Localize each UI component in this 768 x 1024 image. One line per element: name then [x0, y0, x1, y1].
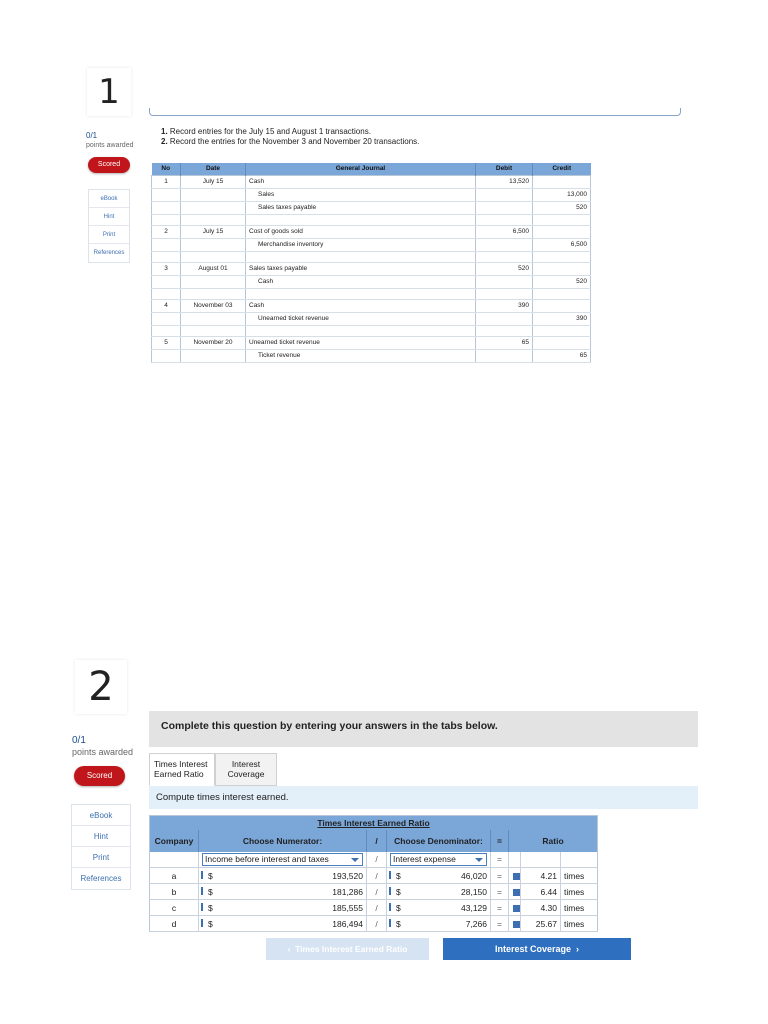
- debit-amount: [476, 251, 533, 262]
- journal-row: [152, 336, 591, 349]
- entry-number: [152, 214, 181, 225]
- ebook-link[interactable]: eBook: [72, 805, 130, 826]
- instruction-text: Record entries for the July 15 and August 1 transactions.: [169, 127, 371, 136]
- tab-instruction: Compute times interest earned.: [149, 786, 698, 809]
- points-awarded-label: points awarded: [86, 142, 134, 149]
- account-name: Unearned ticket revenue: [246, 312, 476, 325]
- account-name: Sales: [246, 188, 476, 201]
- currency-symbol: $: [396, 918, 401, 929]
- account-name: Merchandise inventory: [246, 238, 476, 251]
- debit-amount: [476, 288, 533, 299]
- currency-symbol: $: [208, 918, 213, 929]
- debit-amount: [476, 275, 533, 288]
- col-header-denominator: Choose Denominator:: [387, 830, 491, 852]
- flag-icon[interactable]: [513, 873, 520, 880]
- tab-bar: [149, 753, 277, 786]
- denominator-input[interactable]: [387, 900, 491, 916]
- question-number: 2: [75, 660, 127, 714]
- divide-sign: /: [367, 900, 387, 916]
- credit-amount: [533, 251, 591, 262]
- entry-number: [152, 349, 181, 362]
- denominator-select[interactable]: [390, 853, 487, 866]
- input-marker: [389, 871, 391, 879]
- debit-amount: [476, 325, 533, 336]
- input-marker: [201, 887, 203, 895]
- chevron-right-icon: ›: [576, 944, 580, 954]
- entry-number: 3: [152, 262, 181, 275]
- credit-amount: [533, 214, 591, 225]
- instruction-number: 2.: [161, 137, 168, 146]
- equals-sign: =: [491, 916, 509, 932]
- resource-menu: [88, 189, 130, 263]
- entry-date: [181, 214, 246, 225]
- entry-date: [181, 325, 246, 336]
- times-interest-earned-table: [149, 815, 598, 932]
- account-name: Cash: [246, 175, 476, 188]
- account-name: Cash: [246, 275, 476, 288]
- company-label: d: [150, 916, 199, 932]
- entry-date: August 01: [181, 262, 246, 275]
- instruction-banner: Complete this question by entering your answers in the tabs below.: [149, 711, 698, 747]
- col-header-date: Date: [181, 163, 246, 175]
- credit-amount: [533, 325, 591, 336]
- debit-amount: 13,520: [476, 175, 533, 188]
- account-name: Unearned ticket revenue: [246, 336, 476, 349]
- entry-date: [181, 288, 246, 299]
- credit-amount: [533, 288, 591, 299]
- entry-date: [181, 201, 246, 214]
- entry-number: 4: [152, 299, 181, 312]
- input-marker: [201, 919, 203, 927]
- instruction-text: Record the entries for the November 3 and November 20 transactions.: [169, 137, 420, 146]
- entry-date: [181, 188, 246, 201]
- denominator-value: 46,020: [461, 870, 487, 881]
- col-header-credit: Credit: [533, 163, 591, 175]
- chevron-left-icon: ‹: [287, 944, 291, 954]
- debit-amount: [476, 312, 533, 325]
- journal-row: [152, 238, 591, 251]
- spacer-row: [152, 214, 591, 225]
- print-link[interactable]: Print: [72, 847, 130, 868]
- credit-amount: [533, 299, 591, 312]
- flag-icon[interactable]: [513, 905, 520, 912]
- journal-row: [152, 299, 591, 312]
- entry-number: [152, 288, 181, 299]
- chevron-down-icon: [351, 858, 359, 862]
- entry-number: [152, 188, 181, 201]
- prev-tab-button-label: Times Interest Earned Ratio: [295, 944, 408, 954]
- scored-badge: Scored: [74, 766, 125, 786]
- credit-amount: 13,000: [533, 188, 591, 201]
- question-frame-top: [149, 108, 681, 116]
- entry-date: [181, 238, 246, 251]
- numerator-value: 193,520: [332, 870, 363, 881]
- ratio-unit: times: [561, 900, 598, 916]
- flag-icon[interactable]: [513, 921, 520, 928]
- account-name: Sales taxes payable: [246, 201, 476, 214]
- input-marker: [389, 887, 391, 895]
- entry-date: [181, 275, 246, 288]
- credit-amount: 520: [533, 275, 591, 288]
- company-label: c: [150, 900, 199, 916]
- col-header-debit: Debit: [476, 163, 533, 175]
- input-marker: [389, 919, 391, 927]
- equals-sign: =: [491, 852, 509, 868]
- table-row: [150, 868, 598, 884]
- equals-sign: =: [491, 900, 509, 916]
- account-name: Cash: [246, 299, 476, 312]
- numerator-value: 181,286: [332, 886, 363, 897]
- journal-row: [152, 225, 591, 238]
- numerator-value: 186,494: [332, 918, 363, 929]
- currency-symbol: $: [396, 902, 401, 913]
- numerator-select-value: Income before interest and taxes: [205, 853, 329, 864]
- credit-amount: 65: [533, 349, 591, 362]
- credit-amount: [533, 225, 591, 238]
- ratio-unit: times: [561, 916, 598, 932]
- hint-link[interactable]: Hint: [89, 208, 129, 226]
- numerator-input[interactable]: [199, 868, 367, 884]
- references-link[interactable]: References: [80, 874, 122, 883]
- entry-date: July 15: [181, 175, 246, 188]
- ratio-value[interactable]: 25.67: [521, 916, 561, 932]
- debit-amount: 390: [476, 299, 533, 312]
- account-name: [246, 214, 476, 225]
- entry-number: [152, 275, 181, 288]
- entry-date: July 15: [181, 225, 246, 238]
- table-title: Times Interest Earned Ratio: [150, 816, 598, 830]
- account-name: [246, 288, 476, 299]
- account-name: Cost of goods sold: [246, 225, 476, 238]
- score-value: 0/1: [86, 131, 98, 140]
- col-header-divide: /: [367, 830, 387, 852]
- ratio-unit: times: [561, 884, 598, 900]
- ebook-link[interactable]: eBook: [89, 190, 129, 208]
- instructions: [161, 127, 419, 147]
- credit-amount: 6,500: [533, 238, 591, 251]
- entry-number: [152, 201, 181, 214]
- chevron-down-icon: [475, 858, 483, 862]
- points-awarded-label: points awarded: [72, 747, 134, 757]
- debit-amount: [476, 201, 533, 214]
- divide-sign: /: [367, 916, 387, 932]
- denominator-value: 43,129: [461, 902, 487, 913]
- debit-amount: 65: [476, 336, 533, 349]
- tab-interest-coverage[interactable]: Interest Coverage: [215, 753, 277, 786]
- ratio-value[interactable]: 4.30: [521, 900, 561, 916]
- journal-row: [152, 275, 591, 288]
- scored-badge: Scored: [88, 157, 130, 173]
- credit-amount: [533, 336, 591, 349]
- denominator-input[interactable]: [387, 884, 491, 900]
- company-label: a: [150, 868, 199, 884]
- prev-tab-button[interactable]: [266, 938, 429, 960]
- col-header-equals: =: [491, 830, 509, 852]
- equals-sign: =: [491, 868, 509, 884]
- ratio-value[interactable]: 6.44: [521, 884, 561, 900]
- table-row: [150, 884, 598, 900]
- entry-number: 2: [152, 225, 181, 238]
- debit-amount: [476, 349, 533, 362]
- journal-row: [152, 188, 591, 201]
- print-link[interactable]: Print: [89, 226, 129, 244]
- entry-number: 5: [152, 336, 181, 349]
- table-row: [150, 916, 598, 932]
- journal-row: [152, 349, 591, 362]
- account-name: Sales taxes payable: [246, 262, 476, 275]
- equals-sign: =: [491, 884, 509, 900]
- instruction-number: 1.: [161, 127, 168, 136]
- entry-date: [181, 251, 246, 262]
- divide-sign: /: [367, 868, 387, 884]
- denominator-select-value: Interest expense: [393, 853, 456, 864]
- entry-number: 1: [152, 175, 181, 188]
- col-header-general-journal: General Journal: [246, 163, 476, 175]
- credit-amount: [533, 262, 591, 275]
- account-name: Ticket revenue: [246, 349, 476, 362]
- flag-icon[interactable]: [513, 889, 520, 896]
- next-tab-button-label: Interest Coverage: [494, 944, 571, 954]
- entry-date: November 20: [181, 336, 246, 349]
- numerator-input[interactable]: [199, 900, 367, 916]
- numerator-value: 185,555: [332, 902, 363, 913]
- currency-symbol: $: [396, 870, 401, 881]
- divide-sign: /: [367, 852, 387, 868]
- resource-menu: [71, 804, 131, 890]
- debit-amount: [476, 238, 533, 251]
- spacer-row: [152, 325, 591, 336]
- currency-symbol: $: [396, 886, 401, 897]
- table-row: [150, 900, 598, 916]
- currency-symbol: $: [208, 902, 213, 913]
- currency-symbol: $: [208, 886, 213, 897]
- general-journal-table: [151, 163, 591, 363]
- divide-sign: /: [367, 884, 387, 900]
- score-value: 0/1: [72, 735, 86, 746]
- debit-amount: [476, 214, 533, 225]
- numerator-input[interactable]: [199, 916, 367, 932]
- entry-date: November 03: [181, 299, 246, 312]
- numerator-input[interactable]: [199, 884, 367, 900]
- entry-number: [152, 312, 181, 325]
- journal-row: [152, 312, 591, 325]
- input-marker: [389, 903, 391, 911]
- spacer-row: [152, 251, 591, 262]
- account-name: [246, 251, 476, 262]
- debit-amount: [476, 188, 533, 201]
- denominator-value: 28,150: [461, 886, 487, 897]
- question-number: 1: [87, 68, 131, 116]
- col-header-no: No: [152, 163, 181, 175]
- entry-number: [152, 238, 181, 251]
- entry-number: [152, 251, 181, 262]
- ratio-unit: times: [561, 868, 598, 884]
- entry-date: [181, 349, 246, 362]
- denominator-input[interactable]: [387, 868, 491, 884]
- credit-amount: [533, 175, 591, 188]
- journal-row: [152, 262, 591, 275]
- journal-row: [152, 201, 591, 214]
- company-label: b: [150, 884, 199, 900]
- ratio-value[interactable]: 4.21: [521, 868, 561, 884]
- tab-times-interest-earned-ratio[interactable]: Times Interest Earned Ratio: [149, 753, 215, 786]
- spacer-row: [152, 288, 591, 299]
- input-marker: [201, 871, 203, 879]
- debit-amount: 6,500: [476, 225, 533, 238]
- journal-row: [152, 175, 591, 188]
- currency-symbol: $: [208, 870, 213, 881]
- denominator-input[interactable]: [387, 916, 491, 932]
- denominator-value: 7,266: [465, 918, 487, 929]
- hint-link[interactable]: Hint: [72, 826, 130, 847]
- account-name: [246, 325, 476, 336]
- credit-amount: 390: [533, 312, 591, 325]
- col-header-ratio: Ratio: [509, 830, 598, 852]
- col-header-company: Company: [150, 830, 199, 852]
- credit-amount: 520: [533, 201, 591, 214]
- entry-date: [181, 312, 246, 325]
- next-tab-button[interactable]: [443, 938, 631, 960]
- entry-number: [152, 325, 181, 336]
- numerator-select[interactable]: [202, 853, 363, 866]
- input-marker: [201, 903, 203, 911]
- debit-amount: 520: [476, 262, 533, 275]
- references-link[interactable]: References: [93, 250, 125, 256]
- table-row: [150, 852, 598, 868]
- col-header-numerator: Choose Numerator:: [199, 830, 367, 852]
